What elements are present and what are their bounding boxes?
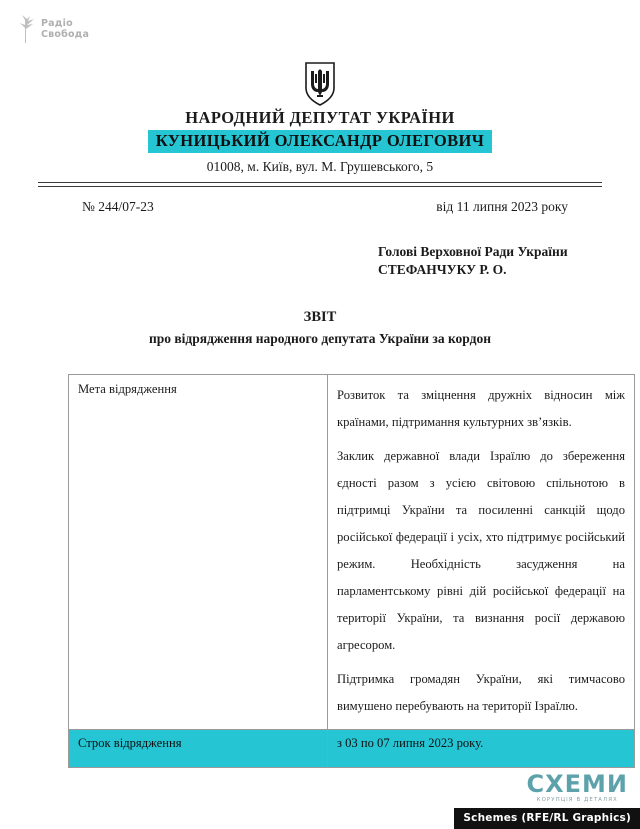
addressee-line-1: Голові Верховної Ради України [378, 243, 568, 259]
schemy-watermark-title: СХЕМИ [526, 770, 628, 798]
purpose-value-cell [328, 374, 635, 729]
purpose-paragraph-1: Розвиток та зміцнення дружніх відносин між країнами, підтримання культурних зв’язків. [337, 387, 625, 429]
logo-line-2: Свобода [41, 29, 90, 40]
purpose-paragraph-3: Підтримка громадян України, які тимчасово вимушено перебувають на території Ізраїлю. [337, 671, 625, 713]
letterhead-divider [38, 182, 602, 187]
reference-row [82, 199, 568, 215]
reference-number: № 244/07-23 [82, 198, 154, 214]
table-row-highlighted [69, 729, 635, 767]
document-subtitle: про відрядження народного депутата України за кордон [148, 330, 491, 346]
addressee-block [0, 243, 610, 279]
schemy-watermark [527, 772, 628, 803]
schemy-watermark-tagline: КОРУПЦІЯ В ДЕТАЛЯХ [536, 797, 618, 803]
logo-line-1: Радіо [41, 18, 73, 29]
purpose-label-cell: Мета відрядження [69, 374, 328, 729]
duration-value-cell: з 03 по 07 липня 2023 року. [328, 729, 635, 767]
organization-title: НАРОДНИЙ ДЕПУТАТ УКРАЇНИ [185, 108, 455, 127]
document-title: ЗВІТ [303, 308, 337, 325]
deputy-name-highlighted: КУНИЦЬКИЙ ОЛЕКСАНДР ОЛЕГОВИЧ [148, 130, 493, 153]
report-table [68, 374, 635, 768]
duration-label-cell: Строк відрядження [69, 729, 328, 767]
reference-date: від 11 липня 2023 року [436, 198, 568, 214]
table-row [69, 374, 635, 729]
rfe-rl-logo [14, 14, 89, 44]
ukraine-trident-coat-of-arms-icon [304, 62, 336, 106]
graphics-credit-bar: Schemes (RFE/RL Graphics) [454, 808, 640, 829]
addressee-line-2: СТЕФАНЧУКУ Р. О. [378, 261, 507, 277]
letterhead-address: 01008, м. Київ, вул. М. Грушевського, 5 [206, 159, 434, 174]
coat-of-arms-container [0, 62, 640, 106]
deputy-name-container [0, 130, 640, 153]
rfe-rl-wordmark [41, 18, 89, 40]
purpose-paragraph-2: Заклик державної влади Ізраїлю до збереження єдності разом з усією світовою спільнотою в підтримці України та посиленні санкцій щодо російської федерації і усіх, хто підтримує російський режим. Необхідність засудження на парламентському рівні дій російської федерації на території України, та визнання росії державою агресором. [337, 448, 625, 652]
rfe-rl-torch-icon [14, 14, 36, 44]
